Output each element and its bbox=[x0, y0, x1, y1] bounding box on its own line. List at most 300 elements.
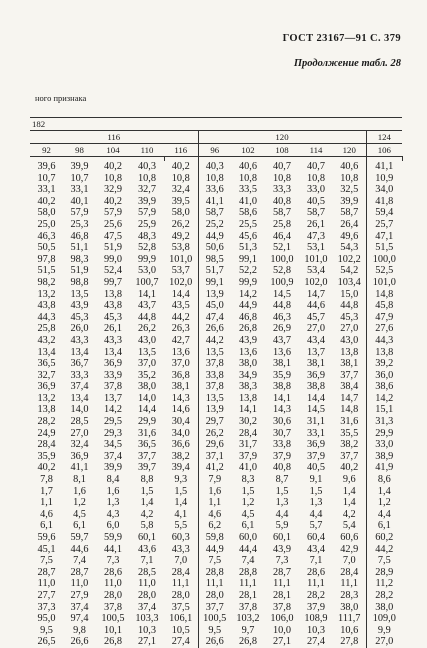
table-cell: 60,6 bbox=[333, 532, 366, 544]
table-cell: 60,0 bbox=[238, 532, 258, 543]
table-cell: 59,8 bbox=[205, 532, 224, 543]
table-cell: 14,0 bbox=[137, 392, 157, 404]
table-cell: 40,8 bbox=[272, 195, 292, 207]
table-row bbox=[30, 347, 402, 359]
table-cell: 99,9 bbox=[137, 253, 157, 265]
table-cell: 5,8 bbox=[140, 520, 154, 532]
table-top-label: 182 bbox=[30, 118, 402, 131]
table-cell: 40,2 bbox=[37, 195, 56, 207]
column-header: 108 bbox=[265, 144, 299, 157]
table-cell: 49,2 bbox=[164, 231, 198, 243]
table-cell: 26,6 bbox=[70, 636, 89, 648]
table-cell: 52,8 bbox=[272, 265, 292, 277]
table-cell: 1,5 bbox=[164, 486, 198, 498]
table-cell: 51,7 bbox=[205, 265, 224, 277]
table-cell: 28,8 bbox=[238, 566, 258, 578]
table-row bbox=[30, 462, 402, 474]
table-cell: 13,5 bbox=[137, 346, 157, 358]
table-cell: 1,2 bbox=[241, 497, 255, 509]
table-cell: 30,7 bbox=[272, 427, 292, 439]
table-cell: 40,6 bbox=[238, 161, 258, 172]
table-cell: 37,1 bbox=[205, 450, 224, 462]
table-cell: 7,9 bbox=[208, 474, 222, 486]
table-cell: 4,4 bbox=[377, 508, 391, 520]
table-cell: 11,0 bbox=[37, 578, 56, 590]
table-cell: 11,0 bbox=[104, 578, 122, 590]
table-row bbox=[30, 173, 402, 185]
table-cell: 58,7 bbox=[333, 207, 366, 219]
table-cell: 38,3 bbox=[238, 381, 258, 393]
table-cell: 37,7 bbox=[137, 450, 157, 462]
table-cell: 36,6 bbox=[164, 439, 198, 451]
table-cell: 6,1 bbox=[377, 520, 391, 532]
table-cell: 26,3 bbox=[164, 323, 198, 335]
table-cell: 109,0 bbox=[372, 613, 396, 625]
table-cell: 14,6 bbox=[164, 404, 198, 416]
table-cell: 44,6 bbox=[70, 543, 89, 555]
table-cell: 7,1 bbox=[140, 555, 154, 567]
table-row bbox=[30, 439, 402, 451]
column-header: 98 bbox=[63, 144, 96, 157]
table-cell: 39,5 bbox=[164, 196, 198, 208]
table-cell: 37,4 bbox=[103, 450, 123, 462]
table-cell: 33,3 bbox=[70, 369, 89, 381]
table-cell: 27,0 bbox=[306, 323, 326, 335]
table-cell: 43,0 bbox=[137, 334, 157, 346]
column-header: 114 bbox=[299, 144, 333, 157]
table-cell: 10,7 bbox=[70, 172, 89, 184]
table-cell: 37,0 bbox=[137, 358, 157, 370]
table-cell: 37,7 bbox=[205, 601, 224, 613]
table-cell: 14,4 bbox=[137, 404, 157, 416]
table-cell: 52,8 bbox=[137, 242, 157, 254]
table-cell: 47,3 bbox=[306, 230, 326, 242]
table-cell: 51,9 bbox=[103, 242, 123, 254]
table-cell: 58,0 bbox=[164, 207, 198, 219]
table-cell: 99,1 bbox=[205, 276, 224, 288]
table-cell: 100,0 bbox=[372, 253, 396, 265]
table-cell: 4,6 bbox=[40, 508, 53, 520]
table-cell: 44,4 bbox=[238, 543, 258, 555]
table-cell: 29,6 bbox=[205, 439, 224, 451]
table-cell: 40,2 bbox=[103, 195, 123, 207]
table-cell: 35,2 bbox=[137, 369, 157, 381]
table-cell: 7,4 bbox=[241, 555, 255, 567]
data-table bbox=[30, 117, 402, 648]
table-cell: 43,0 bbox=[333, 335, 366, 347]
table-row bbox=[30, 474, 402, 486]
table-cell: 45,3 bbox=[70, 311, 89, 323]
table-cell: 27,7 bbox=[37, 589, 56, 601]
table-cell: 10,6 bbox=[333, 625, 366, 637]
table-cell: 27,6 bbox=[375, 323, 394, 335]
table-row bbox=[30, 254, 402, 266]
table-row bbox=[30, 486, 402, 498]
table-cell: 10,3 bbox=[137, 624, 157, 636]
table-cell: 25,8 bbox=[272, 218, 292, 230]
table-cell: 26,4 bbox=[333, 219, 366, 231]
table-cell: 41,2 bbox=[205, 462, 224, 474]
table-row bbox=[30, 567, 402, 579]
table-cell: 7,3 bbox=[106, 555, 120, 567]
table-cell: 40,8 bbox=[272, 462, 292, 474]
table-row bbox=[30, 242, 402, 254]
table-cell: 27,8 bbox=[333, 636, 366, 648]
table-cell: 7,5 bbox=[377, 555, 391, 567]
table-cell: 9,9 bbox=[377, 624, 391, 636]
table-cell: 95,0 bbox=[37, 613, 56, 625]
table-cell: 25,7 bbox=[375, 218, 394, 230]
table-cell: 28,2 bbox=[306, 589, 326, 601]
table-cell: 13,8 bbox=[333, 347, 366, 359]
table-cell: 31,1 bbox=[306, 416, 326, 428]
table-cell: 43,5 bbox=[164, 300, 198, 312]
table-cell: 15,1 bbox=[375, 404, 394, 416]
table-cell: 27,1 bbox=[272, 636, 292, 648]
table-row bbox=[30, 393, 402, 405]
table-cell: 10,0 bbox=[272, 624, 292, 636]
table-cell: 38,8 bbox=[272, 381, 292, 393]
table-cell: 43,2 bbox=[37, 334, 56, 346]
table-row bbox=[30, 312, 402, 324]
table-cell: 40,2 bbox=[103, 161, 123, 172]
table-cell: 25,0 bbox=[37, 218, 56, 230]
table-cell: 9,1 bbox=[309, 474, 323, 486]
table-row bbox=[30, 625, 402, 637]
table-cell: 28,1 bbox=[272, 589, 292, 601]
table-cell: 4,3 bbox=[106, 508, 120, 520]
table-cell: 13,5 bbox=[70, 288, 89, 300]
table-cell: 44,2 bbox=[205, 334, 224, 346]
table-cell: 1,3 bbox=[106, 497, 120, 509]
table-cell: 33,5 bbox=[238, 184, 258, 196]
table-cell: 60,2 bbox=[375, 532, 394, 543]
table-cell: 10,8 bbox=[333, 173, 366, 185]
table-cell: 1,4 bbox=[333, 497, 366, 509]
table-cell: 11,0 bbox=[70, 578, 89, 590]
table-cell: 13,8 bbox=[37, 404, 56, 416]
table-cell: 28,5 bbox=[70, 416, 89, 428]
table-cell: 13,7 bbox=[103, 392, 123, 404]
column-header: 116 bbox=[164, 144, 198, 157]
table-cell: 32,7 bbox=[137, 184, 157, 196]
table-cell: 57,9 bbox=[70, 207, 89, 219]
table-cell: 32,4 bbox=[164, 184, 198, 196]
table-cell: 34,9 bbox=[238, 369, 258, 381]
table-row bbox=[30, 335, 402, 347]
table-cell: 39,6 bbox=[37, 161, 56, 172]
table-cell: 37,8 bbox=[103, 601, 123, 613]
table-cell: 29,9 bbox=[137, 416, 157, 428]
table-cell: 41,1 bbox=[70, 462, 89, 474]
table-cell: 26,1 bbox=[103, 323, 123, 335]
table-cell: 36,0 bbox=[375, 369, 394, 381]
table-cell: 28,4 bbox=[238, 427, 258, 439]
table-cell: 7,5 bbox=[208, 555, 222, 567]
table-cell: 39,9 bbox=[103, 462, 123, 474]
table-cell: 45,0 bbox=[205, 300, 224, 312]
table-cell: 103,2 bbox=[236, 613, 260, 625]
table-cell: 43,4 bbox=[306, 543, 326, 555]
table-continuation-caption: Продолжение табл. 28 bbox=[293, 58, 401, 69]
table-cell: 35,9 bbox=[37, 450, 56, 462]
table-row bbox=[30, 381, 402, 393]
table-cell: 60,1 bbox=[272, 532, 292, 543]
table-cell: 106,1 bbox=[164, 613, 198, 625]
table-cell: 37,9 bbox=[238, 450, 258, 462]
table-cell: 13,5 bbox=[205, 392, 224, 404]
table-cell: 54,2 bbox=[333, 265, 366, 277]
table-cell: 29,3 bbox=[103, 427, 123, 439]
table-cell: 28,7 bbox=[272, 566, 292, 578]
table-cell: 45,8 bbox=[375, 300, 394, 312]
table-cell: 37,7 bbox=[333, 451, 366, 463]
table-cell: 26,1 bbox=[306, 218, 326, 230]
table-row bbox=[30, 196, 402, 208]
table-cell: 43,7 bbox=[272, 334, 292, 346]
table-cell: 47,1 bbox=[375, 230, 394, 242]
table-cell: 58,7 bbox=[272, 207, 292, 219]
table-cell: 1,5 bbox=[309, 485, 323, 497]
table-cell: 14,2 bbox=[375, 392, 394, 404]
table-cell: 58,6 bbox=[238, 207, 258, 219]
table-cell: 39,9 bbox=[333, 196, 366, 208]
table-row bbox=[30, 555, 402, 567]
table-cell: 13,6 bbox=[272, 346, 292, 358]
table-cell: 5,5 bbox=[164, 520, 198, 532]
table-cell: 47,9 bbox=[375, 311, 394, 323]
table-cell: 98,2 bbox=[37, 276, 56, 288]
table-cell: 28,4 bbox=[164, 567, 198, 579]
table-cell: 50,5 bbox=[37, 242, 56, 254]
table-cell: 28,5 bbox=[137, 566, 157, 578]
table-cell: 1,2 bbox=[73, 497, 86, 509]
table-cell: 25,3 bbox=[70, 218, 89, 230]
table-cell: 44,9 bbox=[205, 543, 224, 555]
table-cell: 28,2 bbox=[37, 416, 56, 428]
table-cell: 6,2 bbox=[208, 520, 222, 532]
table-cell: 26,8 bbox=[238, 636, 258, 648]
table-cell: 38,8 bbox=[306, 381, 326, 393]
table-cell: 4,1 bbox=[164, 509, 198, 521]
table-cell: 37,8 bbox=[205, 381, 224, 393]
table-cell: 10,8 bbox=[164, 173, 198, 185]
table-cell: 6,0 bbox=[106, 520, 120, 532]
table-cell: 28,4 bbox=[333, 567, 366, 579]
table-cell: 11,1 bbox=[164, 578, 198, 590]
table-row bbox=[30, 231, 402, 243]
table-cell: 26,2 bbox=[137, 323, 157, 335]
table-cell: 10,7 bbox=[37, 172, 56, 184]
column-fragment-label: ного признака bbox=[35, 93, 87, 103]
table-cell: 51,5 bbox=[375, 242, 394, 254]
table-cell: 100,5 bbox=[203, 613, 227, 625]
table-cell: 40,3 bbox=[137, 161, 157, 172]
table-cell: 5,7 bbox=[309, 520, 323, 532]
table-cell: 41,0 bbox=[238, 195, 258, 207]
table-cell: 99,7 bbox=[103, 276, 123, 288]
table-cell: 13,9 bbox=[205, 404, 224, 416]
table-cell: 13,4 bbox=[70, 346, 89, 358]
table-cell: 36,9 bbox=[306, 439, 326, 451]
table-cell: 14,7 bbox=[333, 393, 366, 405]
table-cell: 41,1 bbox=[375, 161, 394, 172]
table-cell: 28,0 bbox=[164, 590, 198, 602]
table-cell: 32,7 bbox=[37, 369, 56, 381]
table-cell: 60,1 bbox=[137, 532, 157, 543]
table-cell: 44,9 bbox=[205, 230, 224, 242]
table-cell: 37,9 bbox=[306, 601, 326, 613]
table-cell: 34,0 bbox=[375, 184, 394, 196]
table-cell: 29,5 bbox=[103, 416, 123, 428]
table-cell: 39,9 bbox=[70, 161, 89, 172]
table-cell: 40,3 bbox=[205, 161, 224, 172]
table-cell: 7,8 bbox=[40, 474, 53, 486]
table-cell: 99,1 bbox=[238, 253, 258, 265]
table-cell: 1,7 bbox=[40, 485, 53, 497]
table-cell: 44,3 bbox=[375, 334, 394, 346]
table-cell: 36,9 bbox=[306, 369, 326, 381]
table-cell: 40,2 bbox=[164, 161, 198, 173]
table-cell: 45,1 bbox=[37, 543, 56, 555]
table-cell: 7,3 bbox=[275, 555, 289, 567]
table-cell: 37,8 bbox=[103, 381, 123, 393]
table-cell: 38,4 bbox=[333, 381, 366, 393]
table-cell: 9,5 bbox=[40, 624, 53, 636]
table-cell: 28,2 bbox=[375, 589, 394, 601]
column-header: 110 bbox=[130, 144, 164, 157]
table-cell: 38,0 bbox=[333, 602, 366, 614]
table-cell: 39,9 bbox=[137, 195, 157, 207]
table-cell: 10,8 bbox=[103, 172, 123, 184]
table-cell: 38,9 bbox=[375, 450, 394, 462]
table-cell: 10,8 bbox=[137, 172, 157, 184]
table-cell: 28,9 bbox=[375, 566, 394, 578]
table-cell: 98,3 bbox=[70, 253, 89, 265]
table-cell: 1,5 bbox=[140, 485, 154, 497]
table-cell: 8,3 bbox=[241, 474, 255, 486]
table-cell: 53,7 bbox=[164, 265, 198, 277]
table-cell: 106,0 bbox=[270, 613, 294, 625]
table-cell: 1,4 bbox=[333, 486, 366, 498]
table-cell: 31,6 bbox=[333, 416, 366, 428]
table-cell: 37,5 bbox=[164, 602, 198, 614]
table-cell: 34,0 bbox=[164, 428, 198, 440]
table-cell: 57,9 bbox=[103, 207, 123, 219]
table-cell: 4,2 bbox=[333, 509, 366, 521]
table-cell: 38,0 bbox=[137, 381, 157, 393]
table-cell: 42,7 bbox=[164, 335, 198, 347]
table-cell: 4,4 bbox=[275, 508, 289, 520]
table-row bbox=[30, 219, 402, 231]
table-cell: 9,5 bbox=[208, 624, 222, 636]
table-cell: 53,4 bbox=[306, 265, 326, 277]
table-cell: 36,9 bbox=[70, 450, 89, 462]
table-cell: 43,3 bbox=[164, 544, 198, 556]
table-row bbox=[30, 451, 402, 463]
table-cell: 40,5 bbox=[306, 195, 326, 207]
column-header: 104 bbox=[96, 144, 130, 157]
table-row bbox=[30, 544, 402, 556]
table-cell: 37,0 bbox=[164, 358, 198, 370]
table-cell: 5,4 bbox=[333, 520, 366, 532]
table-cell: 28,3 bbox=[333, 590, 366, 602]
table-cell: 8,6 bbox=[377, 474, 391, 486]
table-cell: 103,3 bbox=[135, 613, 159, 625]
table-row bbox=[30, 636, 402, 648]
group-header: 120 bbox=[198, 131, 366, 144]
table-cell: 38,1 bbox=[306, 358, 326, 370]
table-cell: 36,7 bbox=[70, 358, 89, 370]
table-cell: 38,2 bbox=[333, 439, 366, 451]
table-row bbox=[30, 416, 402, 428]
table-cell: 43,4 bbox=[306, 334, 326, 346]
table-cell: 100,9 bbox=[270, 276, 294, 288]
table-cell: 99,9 bbox=[238, 276, 258, 288]
table-cell: 44,3 bbox=[37, 311, 56, 323]
table-cell: 25,9 bbox=[137, 218, 157, 230]
table-cell: 44,6 bbox=[306, 300, 326, 312]
table-cell: 37,9 bbox=[306, 450, 326, 462]
table-cell: 4,6 bbox=[208, 508, 222, 520]
table-cell: 46,3 bbox=[272, 311, 292, 323]
table-cell: 59,6 bbox=[37, 532, 56, 543]
table-cell: 36,8 bbox=[164, 370, 198, 382]
table-cell: 24,9 bbox=[37, 427, 56, 439]
table-cell: 31,7 bbox=[238, 439, 258, 451]
table-cell: 7,0 bbox=[333, 555, 366, 567]
table-cell: 44,8 bbox=[272, 300, 292, 312]
table-cell: 51,3 bbox=[238, 242, 258, 254]
table-cell: 100,7 bbox=[135, 276, 159, 288]
table-cell: 46,8 bbox=[70, 230, 89, 242]
table-cell: 44,8 bbox=[333, 300, 366, 312]
table-cell: 11,1 bbox=[333, 578, 366, 590]
table-row bbox=[30, 613, 402, 625]
table-cell: 11,0 bbox=[138, 578, 156, 590]
table-cell: 32,9 bbox=[103, 184, 123, 196]
table-row bbox=[30, 532, 402, 544]
table-cell: 33,1 bbox=[70, 184, 89, 196]
table-cell: 14,2 bbox=[238, 288, 258, 300]
table-cell: 14,1 bbox=[238, 404, 258, 416]
table-cell: 59,7 bbox=[70, 532, 89, 543]
table-cell: 30,4 bbox=[164, 416, 198, 428]
table-cell: 52,2 bbox=[238, 265, 258, 277]
table-cell: 6,1 bbox=[241, 520, 255, 532]
table-cell: 60,4 bbox=[306, 532, 326, 543]
table-cell: 37,8 bbox=[238, 601, 258, 613]
table-cell: 38,0 bbox=[238, 358, 258, 370]
table-cell: 1,1 bbox=[40, 497, 53, 509]
table-cell: 43,9 bbox=[238, 334, 258, 346]
table-cell: 9,8 bbox=[73, 624, 86, 636]
table-cell: 41,9 bbox=[375, 462, 394, 474]
table-cell: 27,0 bbox=[375, 636, 394, 648]
table-cell: 27,1 bbox=[137, 636, 157, 648]
table-cell: 57,9 bbox=[137, 207, 157, 219]
table-cell: 52,1 bbox=[272, 242, 292, 254]
table-cell: 14,1 bbox=[137, 288, 157, 300]
table-cell: 26,6 bbox=[205, 636, 224, 648]
table-cell: 58,7 bbox=[205, 207, 224, 219]
table-row bbox=[30, 497, 402, 509]
table-cell: 45,7 bbox=[306, 311, 326, 323]
table-cell: 40,1 bbox=[70, 195, 89, 207]
table-cell: 1,4 bbox=[140, 497, 154, 509]
table-row bbox=[30, 358, 402, 370]
table-row bbox=[30, 265, 402, 277]
